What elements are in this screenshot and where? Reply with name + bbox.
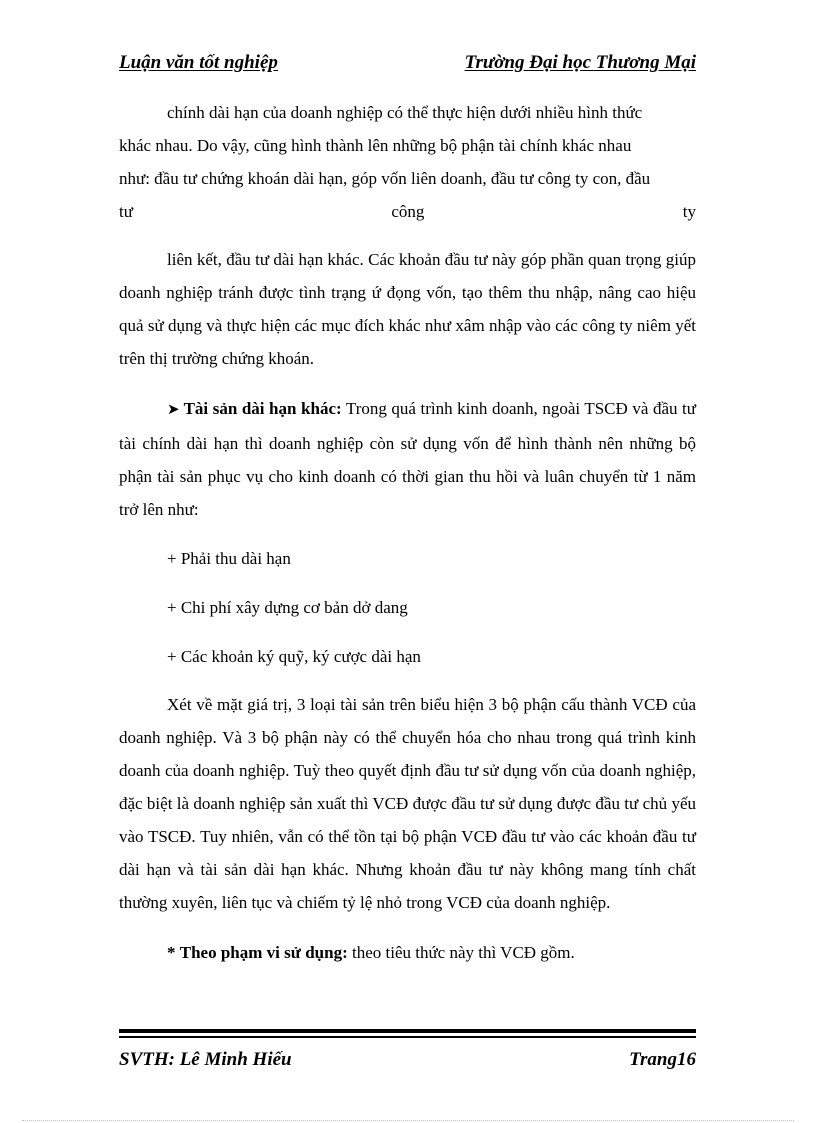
list-item: + Chi phí xây dựng cơ bản dở dang <box>167 598 408 617</box>
footer-rule-thick <box>119 1029 696 1033</box>
stretched-word: ty <box>682 202 696 221</box>
paragraph-text: Trong quá trình kinh doanh, ngoài TSCĐ và đầu tư tài chính dài hạn thì doanh nghiệp còn sử dụng vốn để hình thành nên những bộ phận tài sản phục vụ cho kinh doanh có thời gian thu hồi và luân chuyển từ 1 năm trở lên như: <box>119 399 696 519</box>
footer-author: SVTH: Lê Minh Hiếu <box>119 1049 292 1070</box>
bold-heading: Theo phạm vi sử dụng: <box>179 943 348 962</box>
paragraph-value-analysis: Xét về mặt giá trị, 3 loại tài sản trên biểu hiện 3 bộ phận cấu thành VCĐ của doanh nghiệp. Và 3 bộ phận này có thể chuyển hóa cho nhau trong quá trình kinh doanh của doanh nghiệp. Tuỳ theo quyết định đầu tư sử dụng vốn của doanh nghiệp, đặc biệt là doanh nghiệp sản xuất thì VCĐ được đầu tư sử dụng được đầu tư chủ yếu vào TSCĐ. Tuy nhiên, vẫn có thể tồn tại bộ phận VCĐ đầu tư vào các khoản đầu tư dài hạn và tài sản dài hạn khác. Nhưng khoản đầu tư này không mang tính chất thường xuyên, liên tục và chiếm tỷ lệ nhỏ trong VCĐ của doanh nghiệp. <box>119 695 696 912</box>
stretched-word: tư <box>119 202 133 221</box>
arrow-bullet-icon: ➤ <box>167 402 180 418</box>
asterisk-bullet-icon: * <box>167 943 176 962</box>
paragraph-line: như: đầu tư chứng khoán dài hạn, góp vốn liên doanh, đầu tư công ty con, đầu <box>119 169 651 188</box>
body-text <box>119 96 696 969</box>
stretched-line <box>119 195 696 228</box>
page-boundary-line <box>22 1120 794 1121</box>
paragraph-line: khác nhau. Do vậy, cũng hình thành lên những bộ phận tài chính khác nhau <box>119 136 632 155</box>
footer-rule-thin <box>119 1036 696 1038</box>
header-thesis-title: Luận văn tốt nghiệp <box>119 52 278 73</box>
paragraph-other-long-term-assets <box>119 392 696 526</box>
header-university: Trường Đại học Thương Mại <box>464 52 696 73</box>
paragraph-scope-of-use <box>119 936 696 969</box>
page-header <box>119 52 696 78</box>
list-item: + Phải thu dài hạn <box>167 549 291 568</box>
paragraph-investments: liên kết, đầu tư dài hạn khác. Các khoản đầu tư này góp phần quan trọng giúp doanh nghiệp tránh được tình trạng ứ đọng vốn, tạo thêm thu nhập, nâng cao hiệu quả sử dụng và thực hiện các mục đích khác như xâm nhập vào các công ty niêm yết trên thị trường chứng khoán. <box>119 250 696 368</box>
bold-heading: Tài sản dài hạn khác: <box>183 399 342 418</box>
list-item: + Các khoản ký quỹ, ký cược dài hạn <box>167 647 421 666</box>
paragraph-line: chính dài hạn của doanh nghiệp có thể thực hiện dưới nhiều hình thức <box>167 103 643 122</box>
footer-page-number: Trang16 <box>629 1049 696 1070</box>
page-footer <box>119 1049 696 1075</box>
stretched-word: công <box>391 202 425 221</box>
paragraph-text: theo tiêu thức này thì VCĐ gồm. <box>347 943 575 962</box>
